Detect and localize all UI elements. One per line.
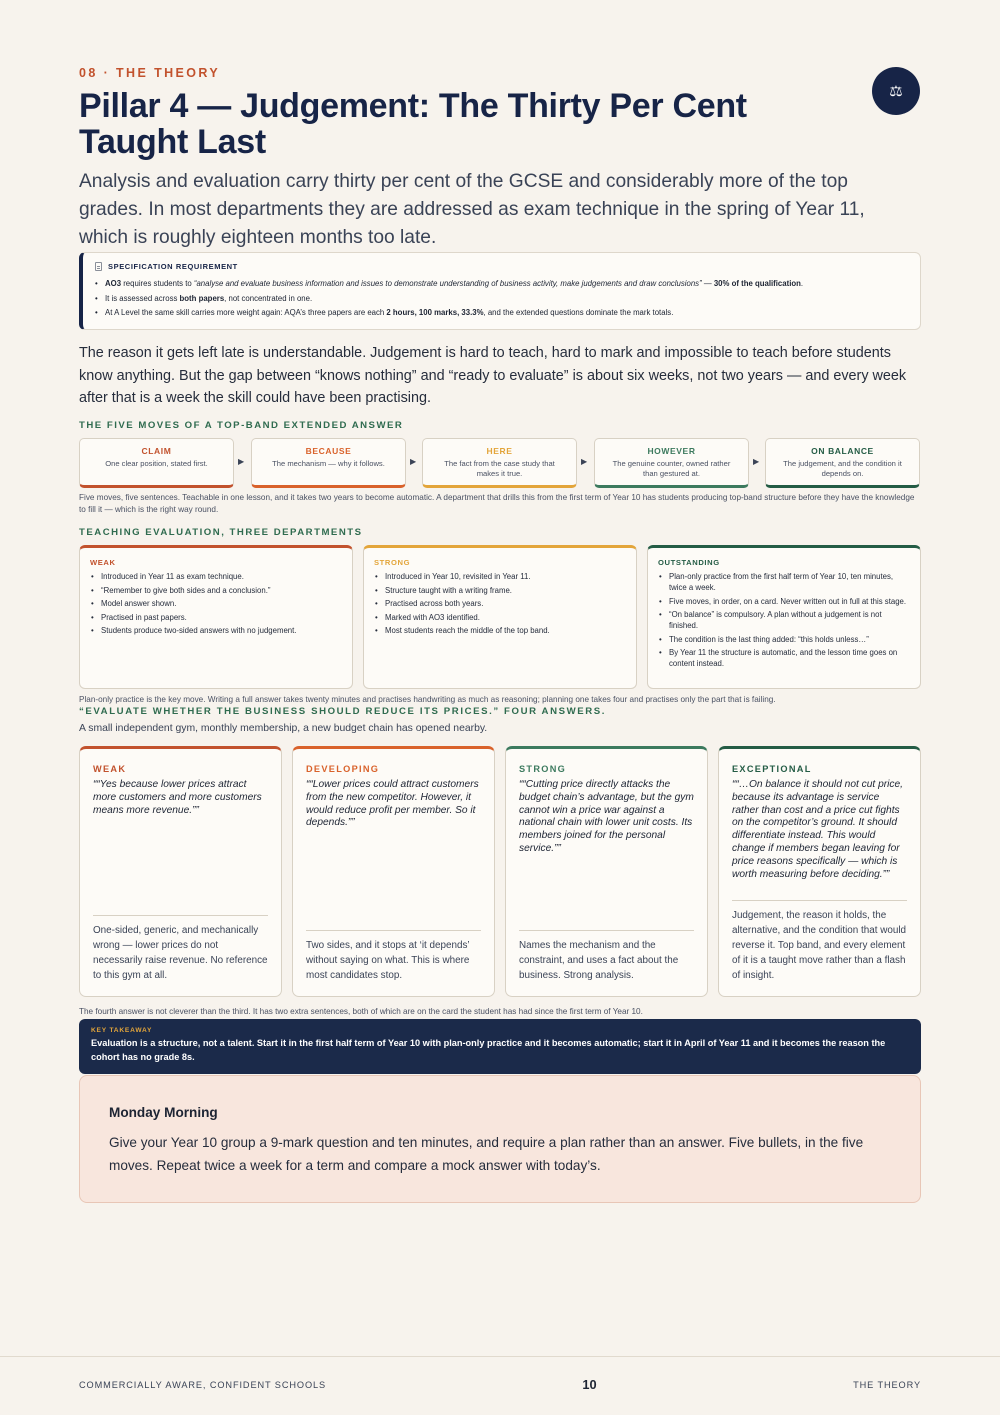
specification-heading — [95, 262, 908, 271]
move-title: HOWEVER — [647, 446, 696, 456]
list-item: • Practised in past papers. — [90, 612, 342, 623]
move-title: BECAUSE — [305, 446, 352, 456]
move-description: The genuine counter, owned rather than gestured at. — [612, 459, 731, 478]
arrow-right-icon: ▶ — [753, 457, 760, 466]
departments-note: Plan-only practice is the key move. Writing a full answer takes twenty minutes and practises handwriting as much as reasoning; planning one takes four and practises only the part that is failing. — [79, 695, 776, 704]
answer-card-developing — [292, 746, 495, 997]
list-item: • Five moves, in order, on a card. Never written out in full at this stage. — [658, 596, 910, 607]
answer-level: EXCEPTIONAL — [732, 764, 812, 774]
list-item: • Structure taught with a writing frame. — [374, 585, 626, 596]
key-takeaway-text: Evaluation is a structure, not a talent. Start it in the first half term of Year 10 with plan-only practice and it becomes automatic; start it in April of Year 11 and it becomes the reason the cohort has no grade 8s. — [91, 1038, 886, 1062]
specification-item: • At A Level the same skill carries more weight again: AQA’s three papers are each 2 hours, 100 marks, 33.3%, and the extended questions dominate the mark totals. — [95, 306, 908, 321]
department-title: STRONG — [374, 558, 411, 567]
specification-list — [95, 277, 908, 321]
arrow-right-icon: ▶ — [581, 457, 588, 466]
specification-item: • AO3 requires students to “analyse and evaluate business information and issues to demonstrate understanding of business activity, make judgements and draw conclusions” — 30% of the qualification. — [95, 277, 908, 292]
monday-morning-body: Give your Year 10 group a 9-mark question and ten minutes, and require a plan rather than an answer. Five bullets, in the five moves. Repeat twice a week for a term and compare a mock answer with today’s. — [109, 1135, 864, 1173]
document-icon — [95, 262, 102, 271]
page-number: 10 — [582, 1377, 597, 1392]
five-moves-heading: THE FIVE MOVES OF A TOP-BAND EXTENDED ANSWER — [79, 420, 404, 431]
move-description: One clear position, stated first. — [105, 459, 208, 468]
specification-callout — [79, 252, 921, 330]
answer-commentary: One-sided, generic, and mechanically wrong — lower prices do not necessarily raise revenue. No reference to this gym at all. — [93, 915, 268, 983]
move-card-claim — [79, 438, 234, 488]
section-eyebrow: 08 · THE THEORY — [79, 66, 221, 80]
answer-commentary: Names the mechanism and the constraint, and uses a fact about the business. Strong analysis. — [519, 930, 694, 983]
departments-heading: TEACHING EVALUATION, THREE DEPARTMENTS — [79, 527, 363, 538]
answer-quote: ““…On balance it should not cut price, because its advantage is service rather than cost and a price cut fights on the competitor’s ground. It should differentiate instead. This would change if members began leaving for price reasons specifically — which is worth measuring before deciding.”” — [732, 779, 904, 880]
move-description: The judgement, and the condition it depends on. — [783, 459, 902, 478]
list-item: • By Year 11 the structure is automatic, and the lesson time goes on content instead. — [658, 647, 910, 669]
department-points — [658, 571, 910, 669]
list-item: • Most students reach the middle of the top band. — [374, 625, 626, 636]
department-title: WEAK — [90, 558, 116, 567]
department-points — [374, 571, 626, 636]
specification-item: • It is assessed across both papers, not concentrated in one. — [95, 292, 908, 307]
key-takeaway-label: KEY TAKEAWAY — [91, 1027, 153, 1034]
five-moves-note: Five moves, five sentences. Teachable in one lesson, and it takes two years to become automatic. A department that drills this from the first term of Year 10 has students producing top-band structure before they have the knowledge to fill it — which is the right way round. — [79, 493, 915, 514]
answer-level: DEVELOPING — [306, 764, 380, 774]
move-description: The fact from the case study that makes it true. — [444, 459, 555, 478]
answer-commentary: Judgement, the reason it holds, the alternative, and the condition that would reverse it. Top band, and every element of it is a taught move rather than a flash of insight. — [732, 900, 907, 983]
five-moves-flow — [79, 438, 921, 488]
footer-publication: COMMERCIALLY AWARE, CONFIDENT SCHOOLS — [79, 1380, 327, 1390]
answers-note: The fourth answer is not cleverer than the third. It has two extra sentences, both of which are on the card the student has had since the first term of Year 10. — [79, 1007, 643, 1016]
department-card-strong — [363, 545, 637, 689]
department-card-weak — [79, 545, 353, 689]
list-item: • Practised across both years. — [374, 598, 626, 609]
answer-card-weak — [79, 746, 282, 997]
scenario-text: A small independent gym, monthly membership, a new budget chain has opened nearby. — [79, 723, 488, 734]
four-answers-heading: “EVALUATE WHETHER THE BUSINESS SHOULD REDUCE ITS PRICES.” FOUR ANSWERS. — [79, 706, 607, 717]
footer-section: THE THEORY — [853, 1380, 921, 1390]
move-card-because — [251, 438, 406, 488]
answer-quote: ““Lower prices could attract customers from the new competitor. However, it would reduce profit per member. So it depends.”” — [306, 779, 479, 829]
lede-paragraph: Analysis and evaluation carry thirty per cent of the GCSE and considerably more of the top grades. In most departments they are addressed as exam technique in the spring of Year 11, which is roughly eighteen months too late. — [79, 171, 865, 248]
scales-icon: ⚖ — [872, 67, 920, 115]
answer-card-exceptional — [718, 746, 921, 997]
specification-heading-text: SPECIFICATION REQUIREMENT — [108, 262, 238, 271]
answer-commentary: Two sides, and it stops at ‘it depends’ without saying on what. This is where most candidates stop. — [306, 930, 481, 983]
answer-level: WEAK — [93, 764, 127, 774]
answer-quote: ““Cutting price directly attacks the budget chain’s advantage, but the gym cannot win a price war against a national chain with lower unit costs. Its members joined for the personal service.”” — [519, 779, 694, 854]
move-description: The mechanism — why it follows. — [272, 459, 385, 468]
move-card-however — [594, 438, 749, 488]
answer-card-strong — [505, 746, 708, 997]
key-takeaway-box — [79, 1019, 921, 1074]
list-item: • Marked with AO3 identified. — [374, 612, 626, 623]
list-item: • Model answer shown. — [90, 598, 342, 609]
department-card-outstanding — [647, 545, 921, 689]
move-card-here — [422, 438, 577, 488]
department-points — [90, 571, 342, 636]
arrow-right-icon: ▶ — [238, 457, 245, 466]
move-title: HERE — [486, 446, 513, 456]
page-title: Pillar 4 — Judgement: The Thirty Per Cent Taught Last — [79, 87, 747, 161]
list-item: • “On balance” is compulsory. A plan without a judgement is not finished. — [658, 609, 910, 631]
department-title: OUTSTANDING — [658, 558, 720, 567]
monday-morning-title: Monday Morning — [109, 1105, 218, 1120]
move-title: CLAIM — [141, 446, 172, 456]
list-item: • “Remember to give both sides and a conclusion.” — [90, 585, 342, 596]
body-paragraph: The reason it gets left late is understandable. Judgement is hard to teach, hard to mark and impossible to teach before students know anything. But the gap between “knows nothing” and “ready to evaluate” is about six weeks, not two years — and every week after that is a week the skill could have been practising. — [79, 345, 907, 406]
answer-level: STRONG — [519, 764, 567, 774]
answer-quote: ““Yes because lower prices attract more customers and more customers means more revenue.”” — [93, 779, 262, 816]
list-item: • Students produce two-sided answers with no judgement. — [90, 625, 342, 636]
list-item: • Introduced in Year 10, revisited in Year 11. — [374, 571, 626, 582]
list-item: • The condition is the last thing added: “this holds unless…” — [658, 634, 910, 645]
move-card-on-balance — [765, 438, 920, 488]
list-item: • Introduced in Year 11 as exam technique. — [90, 571, 342, 582]
footer-divider — [0, 1356, 1000, 1357]
monday-morning-box — [79, 1075, 921, 1203]
arrow-right-icon: ▶ — [410, 457, 417, 466]
move-title: ON BALANCE — [811, 446, 874, 456]
list-item: • Plan-only practice from the first half term of Year 10, ten minutes, twice a week. — [658, 571, 910, 593]
